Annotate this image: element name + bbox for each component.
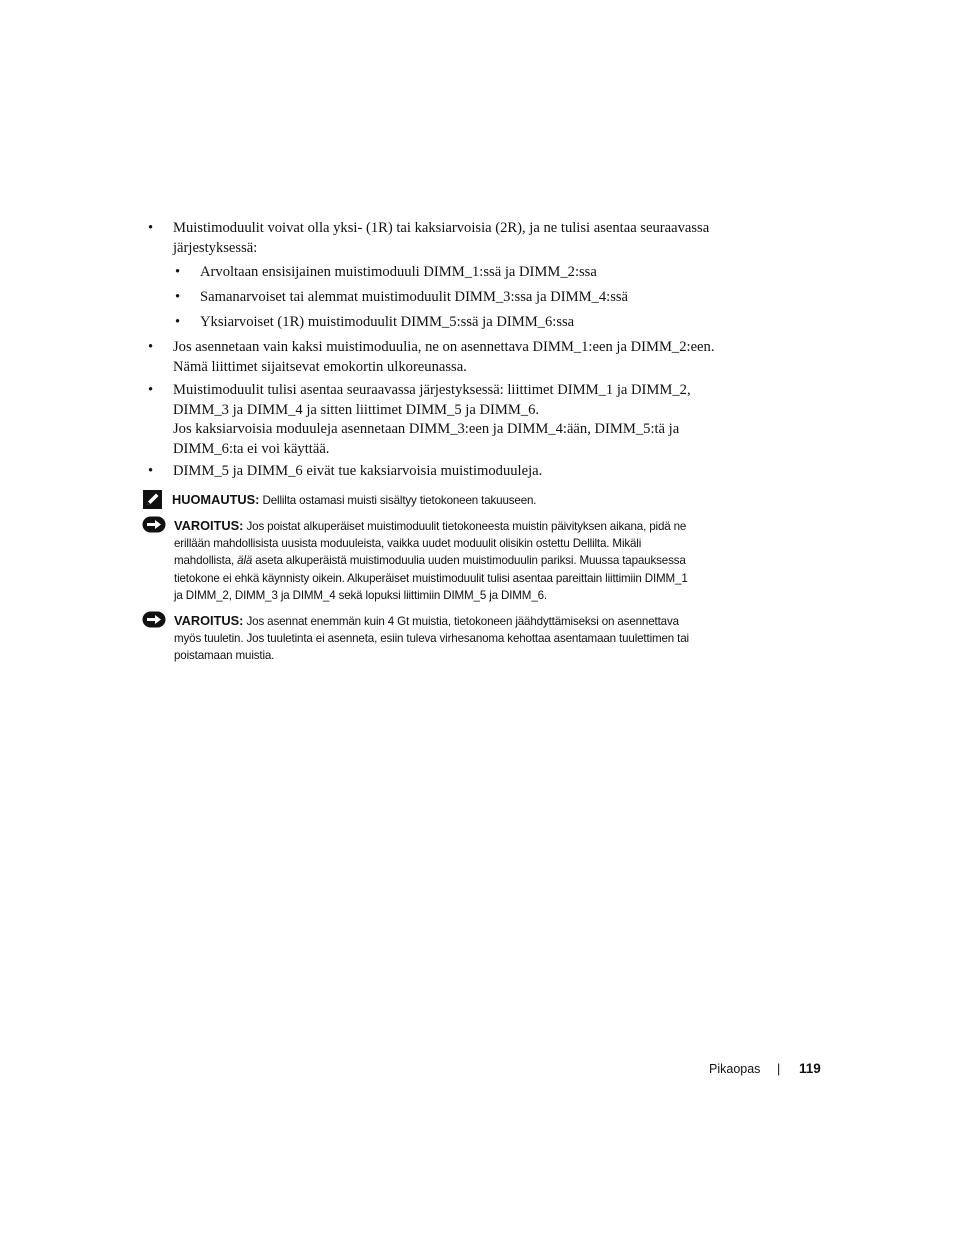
bullet-mark: •: [148, 339, 154, 355]
pencil-note-icon: [143, 490, 162, 509]
list-item: Arvoltaan ensisijainen muistimoduuli DIMM_1:ssä ja DIMM_2:ssa: [200, 264, 597, 280]
footer-section: Pikaopas: [709, 1062, 761, 1076]
warning-arrow-icon: [142, 516, 166, 533]
warning-arrow-icon: [142, 611, 166, 628]
sub-bullet-mark: •: [175, 314, 181, 330]
list-item: DIMM_5 ja DIMM_6 eivät tue kaksiarvoisia muistimoduuleja.: [173, 463, 543, 479]
note-label: HUOMAUTUS:: [172, 492, 260, 507]
bullet-mark: •: [148, 382, 154, 398]
page-number: 119: [799, 1061, 821, 1076]
list-item: Yksiarvoiset (1R) muistimoduulit DIMM_5:ssä ja DIMM_6:ssa: [200, 314, 575, 330]
note-text: HUOMAUTUS: Dellilta ostamasi muisti sisältyy tietokoneen takuuseen.: [172, 492, 537, 507]
sub-bullet-mark: •: [175, 289, 181, 305]
warning-label: VAROITUS:: [174, 613, 244, 628]
warning-text: VAROITUS: Jos poistat alkuperäiset muistimoduulit tietokoneesta muistin päivityksen aikana, pidä ne erillään mahdollisista uusista moduuleista, vaikka uudet moduulit olisikin ostettu Dellilta. Mikäli mahdollista, älä aseta alkuperäistä muistimoduulia uuden muistimoduulin pariksi. Muussa tapauksessa tietokone ei ehkä käynnisty oikein. Alkuperäiset muistimoduulit tulisi asentaa pareittain liittimiin DIMM_1 ja DIMM_2, DIMM_3 ja DIMM_4 sekä lopuksi liittimiin DIMM_5 ja DIMM_6.: [174, 518, 688, 602]
bullet-mark: •: [148, 220, 154, 236]
bullet-mark: •: [148, 463, 154, 479]
list-item: Muistimoduulit tulisi asentaa seuraavassa järjestyksessä: liittimet DIMM_1 ja DIMM_2, DIMM_3 ja DIMM_4 ja sitten liittimet DIMM_5 ja DIMM_6. Jos kaksiarvoisia moduuleja asennetaan DIMM_3:een ja DIMM_4:ään, DIMM_5:tä ja DIMM_6:ta ei voi käyttää.: [173, 382, 691, 457]
warning-label: VAROITUS:: [174, 518, 244, 533]
list-item: Jos asennetaan vain kaksi muistimoduulia, ne on asennettava DIMM_1:een ja DIMM_2:een. Nämä liittimet sijaitsevat emokortin ulkoreunassa.: [173, 339, 715, 375]
warning-text: VAROITUS: Jos asennat enemmän kuin 4 Gt muistia, tietokoneen jäähdyttämiseksi on asennettava myös tuuletin. Jos tuuletinta ei asenneta, esiin tuleva virhesanoma kehottaa asentamaan tuulettimen tai poistamaan muistia.: [174, 613, 689, 663]
footer-separator: |: [777, 1062, 781, 1076]
sub-bullet-mark: •: [175, 264, 181, 280]
list-item: Samanarvoiset tai alemmat muistimoduulit DIMM_3:ssa ja DIMM_4:ssä: [200, 289, 629, 305]
list-item: Muistimoduulit voivat olla yksi- (1R) tai kaksiarvoisia (2R), ja ne tulisi asentaa seuraavassa järjestyksessä:: [173, 220, 710, 256]
